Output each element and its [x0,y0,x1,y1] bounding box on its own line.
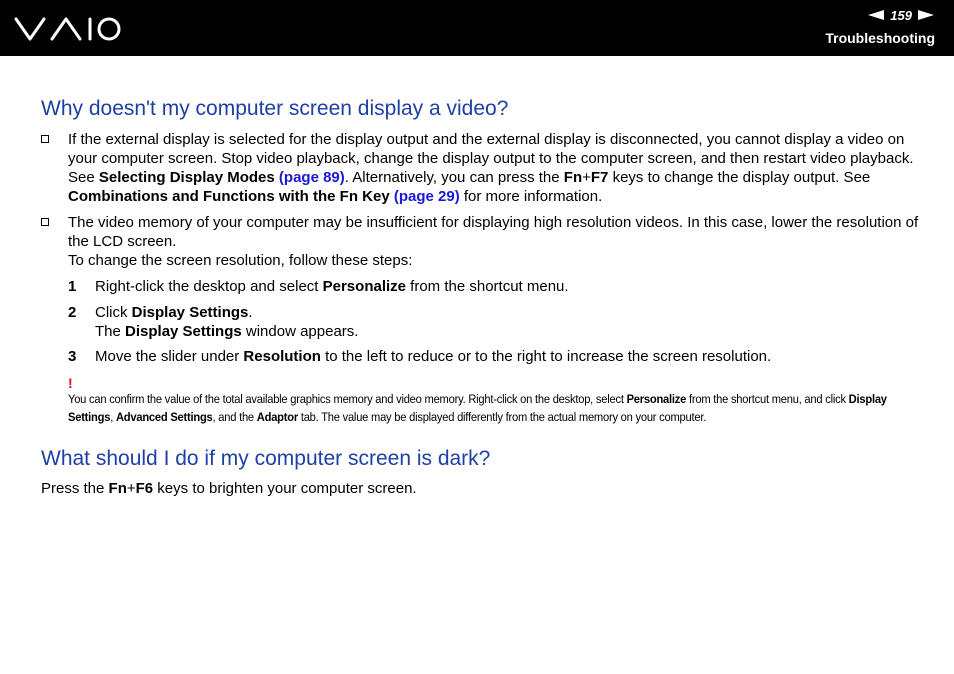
text: If the external display is selected for the display output and the external display is disconnected, you cannot display a video on your computer screen. Stop video playback, change the display output to the computer screen, and then restart video playback. See [68,131,914,186]
next-page-icon[interactable] [918,10,934,20]
text: The video memory of your computer may be insufficient for displaying high resolution videos. In this case, lower the resolution of the LCD screen. [68,214,919,250]
bold-text: Personalize [626,392,687,406]
text: to the left to reduce or to the right to increase the screen resolution. [320,348,772,365]
bold-text: Display Settings [125,323,242,340]
text: Click [95,304,132,321]
bold-text: Resolution [243,348,321,365]
bullet-item [41,213,921,270]
text: + [126,480,136,497]
checkbox-bullet-icon [41,218,49,226]
bold-text: Fn [563,169,583,186]
text: Press the [41,480,109,497]
text: The [95,323,126,340]
text: , [110,410,116,424]
bold-text: F7 [590,169,609,186]
page-link[interactable]: (page 89) [278,169,345,186]
note-text [68,390,909,426]
bullet-item [41,130,921,206]
bold-text: Display Settings [68,392,887,424]
text: from the shortcut menu. [406,278,569,295]
text: + [582,169,591,186]
text: keys to brighten your computer screen. [153,480,417,497]
text: tab. The value may be displayed differently from the actual memory on your computer. [297,410,707,424]
text: You can confirm the value of the total available graphics memory and video memory. Right-click on the desktop, select [68,392,627,406]
page-content [41,96,921,498]
bold-text: Combinations and Functions with the Fn Key [68,188,390,205]
text: Move the slider under [95,348,244,365]
page-navigator [868,7,934,23]
previous-page-icon[interactable] [868,10,884,20]
text: from the shortcut menu, and click [686,392,849,406]
vaio-logo-icon [14,15,122,43]
step-item [68,303,921,341]
bold-text: Fn [108,480,127,497]
text: To change the screen resolution, follow these steps: [68,252,413,269]
step-item [68,277,921,296]
text: Right-click the desktop and select [95,278,323,295]
bold-text: Personalize [322,278,406,295]
text: window appears. [241,323,359,340]
section1-heading: Why doesn't my computer screen display a video? [41,97,509,120]
step-number: 2 [68,304,77,321]
note-mark: ! [68,375,73,391]
page-header [0,0,954,56]
section2-heading: What should I do if my computer screen is dark? [41,447,491,470]
text: , and the [212,410,257,424]
note-block [68,376,921,426]
text: . Alternatively, you can press the [344,169,564,186]
section-label: Troubleshooting [825,30,935,46]
text: for more information. [459,188,603,205]
bold-text: F6 [135,480,154,497]
page-number: 159 [890,7,912,23]
bold-text: Display Settings [131,304,249,321]
text: . [248,304,253,321]
bold-text: Advanced Settings [115,410,213,424]
step-number: 3 [68,348,77,365]
bold-text: Adaptor [256,410,298,424]
section2-paragraph [41,479,921,498]
bold-text: Selecting Display Modes [98,169,275,186]
page-link[interactable]: (page 29) [393,188,460,205]
step-number: 1 [68,278,77,295]
step-item [68,347,921,366]
steps-list [68,277,921,366]
checkbox-bullet-icon [41,135,49,143]
text: keys to change the display output. See [608,169,871,186]
